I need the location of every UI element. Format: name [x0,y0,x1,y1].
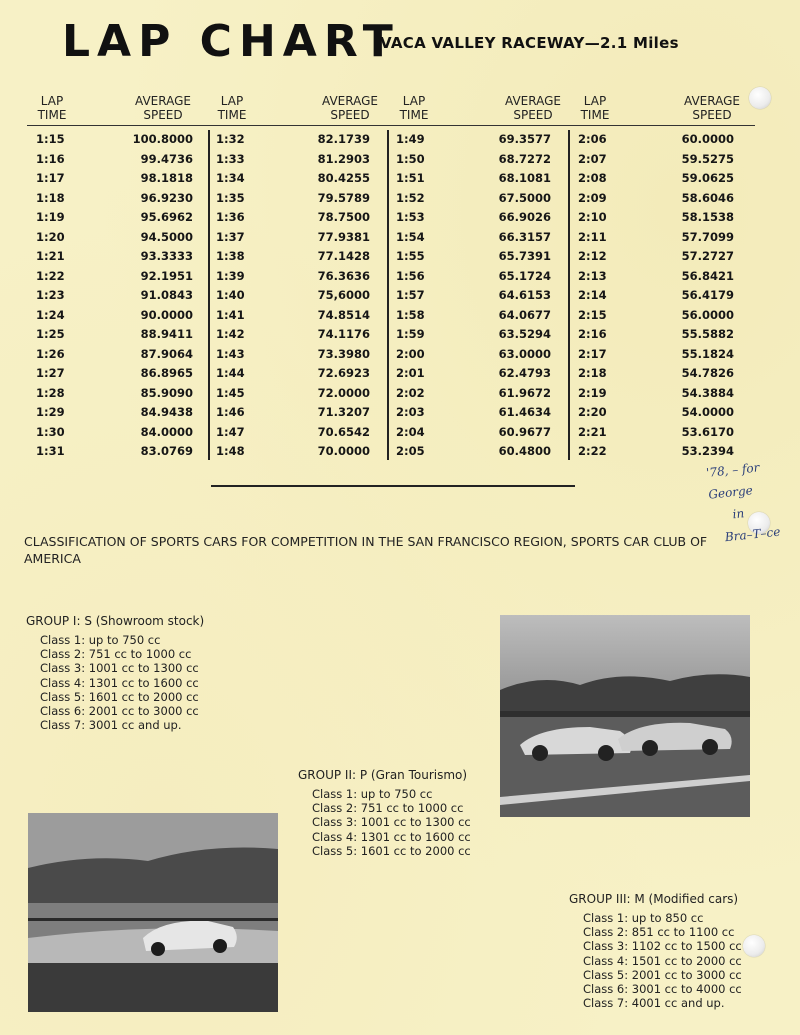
average-speed-cell: 90.0000 [140,307,193,322]
lap-time-cell: 2:07 [578,151,607,166]
class-item: Class 6: 2001 cc to 3000 cc [40,704,199,719]
lap-time-cell: 1:34 [216,171,245,185]
average-speed-cell: 68.1081 [498,171,551,185]
class-item: Class 3: 1102 cc to 1500 cc [583,939,742,954]
lap-time-cell: 2:21 [578,424,607,439]
average-speed-column [634,130,734,462]
lap-time-cell: 2:09 [578,190,607,205]
group-title: GROUP I: S (Showroom stock) [26,614,205,628]
lap-time-cell: 1:53 [396,210,425,224]
average-speed-cell: 91.0843 [140,288,193,302]
class-item: Class 4: 1501 cc to 2000 cc [583,953,742,968]
lap-time-cell: 2:00 [396,346,425,361]
class-item: Class 7: 4001 cc and up. [583,996,725,1011]
average-speed-cell: 67.5000 [498,190,551,205]
average-speed-cell: 96.9230 [140,190,193,205]
group-3-list [569,891,742,1010]
lap-time-cell: 2:15 [578,307,607,322]
class-item: Class 5: 1601 cc to 2000 cc [40,689,199,704]
group-title: GROUP III: M (Modified cars) [569,892,739,906]
handwritten-note: '78, – for George in Bra–T–ce [705,460,781,545]
classification-heading: CLASSIFICATION OF SPORTS CARS FOR COMPETITION IN THE SAN FRANCISCO REGION, SPORTS CAR CLUB OF AMERICA [24,534,708,566]
class-item: Class 2: 751 cc to 1000 cc [40,647,192,662]
lap-time-column [396,130,456,462]
lap-time-cell: 2:08 [578,171,607,185]
lap-time-cell: 1:36 [216,210,245,224]
lap-time-cell: 2:17 [578,346,607,361]
lap-time-cell: 1:45 [216,385,245,400]
class-item: Class 3: 1001 cc to 1300 cc [312,815,471,830]
average-speed-column [270,130,370,462]
lap-time-cell: 1:19 [36,210,65,224]
venue-heading: VACA VALLEY RACEWAY—2.1 Miles [380,34,679,52]
average-speed-cell: 84.0000 [140,424,193,439]
average-speed-cell: 80.4255 [317,171,370,185]
class-item: Class 2: 851 cc to 1100 cc [583,925,735,940]
average-speed-cell: 63.5294 [498,327,551,341]
lap-time-cell: 1:50 [396,151,425,166]
header-average-speed: AVERAGE SPEED [322,94,378,122]
column-divider [568,130,570,460]
average-speed-cell: 62.4793 [498,366,551,380]
class-item: Class 5: 2001 cc to 3000 cc [583,967,742,982]
lap-time-cell: 1:37 [216,229,245,244]
average-speed-cell: 56.8421 [681,268,734,283]
lap-time-cell: 1:43 [216,346,245,361]
lap-time-cell: 2:03 [396,405,425,419]
lap-time-cell: 1:15 [36,132,65,146]
average-speed-cell: 74.1176 [317,327,370,341]
header-lap-time: LAP TIME [399,94,429,122]
lap-time-cell: 1:55 [396,249,425,263]
average-speed-cell: 56.4179 [681,288,734,302]
average-speed-cell: 65.1724 [498,268,551,283]
average-speed-cell: 68.7272 [498,151,551,166]
lap-time-cell: 1:35 [216,190,245,205]
lap-time-cell: 1:20 [36,229,65,244]
average-speed-cell: 64.6153 [498,288,551,302]
lap-time-cell: 1:25 [36,327,65,341]
lap-time-cell: 1:26 [36,346,65,361]
average-speed-cell: 75,6000 [317,288,370,302]
average-speed-cell: 81.2903 [317,151,370,166]
lap-time-cell: 1:39 [216,268,245,283]
average-speed-cell: 87.9064 [140,346,193,361]
average-speed-cell: 60.9677 [498,424,551,439]
lap-time-cell: 1:18 [36,190,65,205]
lap-time-cell: 2:18 [578,366,607,380]
average-speed-cell: 58.1538 [681,210,734,224]
average-speed-cell: 70.6542 [317,424,370,439]
average-speed-cell: 72.0000 [317,385,370,400]
average-speed-cell: 61.9672 [498,385,551,400]
lap-time-cell: 2:12 [578,249,607,263]
class-item: Class 2: 751 cc to 1000 cc [312,801,464,816]
average-speed-cell: 53.2394 [681,444,734,458]
lap-time-cell: 1:21 [36,249,65,263]
average-speed-cell: 70.0000 [317,444,370,458]
average-speed-cell: 58.6046 [681,190,734,205]
class-item: Class 7: 3001 cc and up. [40,718,182,733]
class-item: Class 5: 1601 cc to 2000 cc [312,843,471,858]
lap-time-cell: 2:19 [578,385,607,400]
average-speed-column [451,130,551,462]
lap-time-cell: 2:01 [396,366,425,380]
column-divider [208,130,210,460]
lap-time-cell: 2:06 [578,132,607,146]
average-speed-cell: 93.3333 [140,249,193,263]
average-speed-cell: 73.3980 [317,346,370,361]
average-speed-cell: 66.9026 [498,210,551,224]
lap-time-cell: 1:38 [216,249,245,263]
header-lap-time: LAP TIME [37,94,67,122]
average-speed-cell: 69.3577 [498,132,551,146]
lap-time-cell: 2:20 [578,405,607,419]
lap-time-cell: 1:24 [36,307,65,322]
lap-time-cell: 2:10 [578,210,607,224]
race-photo-two-cars-icon [500,615,750,817]
lap-time-cell: 1:29 [36,405,65,419]
average-speed-cell: 82.1739 [317,132,370,146]
lap-time-cell: 2:13 [578,268,607,283]
lap-time-column [578,130,638,462]
lap-time-cell: 2:11 [578,229,607,244]
class-item: Class 4: 1301 cc to 1600 cc [312,829,471,844]
lap-time-cell: 2:02 [396,385,425,400]
header-average-speed: AVERAGE SPEED [135,94,191,122]
punch-hole-icon [743,935,765,957]
average-speed-cell: 92.1951 [140,268,193,283]
header-average-speed: AVERAGE SPEED [684,94,740,122]
average-speed-cell: 74.8514 [317,307,370,322]
punch-hole-icon [749,87,771,109]
average-speed-cell: 86.8965 [140,366,193,380]
lap-time-cell: 1:31 [36,444,65,458]
average-speed-cell: 94.5000 [140,229,193,244]
lap-time-cell: 2:16 [578,327,607,341]
average-speed-cell: 99.4736 [140,151,193,166]
class-item: Class 1: up to 850 cc [583,911,704,925]
header-lap-time: LAP TIME [217,94,247,122]
lap-time-column [216,130,276,462]
group-title: GROUP II: P (Gran Tourismo) [298,768,468,782]
average-speed-cell: 72.6923 [317,366,370,380]
class-item: Class 1: up to 750 cc [40,633,161,647]
lap-time-cell: 2:05 [396,444,425,458]
average-speed-cell: 57.7099 [681,229,734,244]
lap-time-cell: 1:49 [396,132,425,146]
lap-time-cell: 1:52 [396,190,425,205]
average-speed-cell: 95.6962 [140,210,193,224]
average-speed-cell: 98.1818 [140,171,193,185]
race-photo-single-car-icon [28,813,278,1012]
group-1-list [26,613,204,732]
average-speed-cell: 55.1824 [681,346,734,361]
class-item: Class 3: 1001 cc to 1300 cc [40,661,199,676]
lap-time-cell: 1:59 [396,327,425,341]
average-speed-cell: 79.5789 [317,190,370,205]
average-speed-cell: 61.4634 [498,405,551,419]
average-speed-cell: 54.0000 [681,405,734,419]
lap-time-cell: 2:22 [578,444,607,458]
table-bottom-rule [211,485,575,487]
average-speed-cell: 55.5882 [681,327,734,341]
header-average-speed: AVERAGE SPEED [505,94,561,122]
average-speed-cell: 66.3157 [498,229,551,244]
average-speed-cell: 76.3636 [317,268,370,283]
average-speed-cell: 54.7826 [681,366,734,380]
column-divider [387,130,389,460]
lap-time-cell: 2:04 [396,424,425,439]
lap-time-cell: 1:58 [396,307,425,322]
average-speed-cell: 84.9438 [140,405,193,419]
average-speed-cell: 77.9381 [317,229,370,244]
lap-time-cell: 1:17 [36,171,65,185]
average-speed-cell: 59.0625 [681,171,734,185]
class-item: Class 1: up to 750 cc [312,787,433,801]
average-speed-cell: 78.7500 [317,210,370,224]
class-item: Class 4: 1301 cc to 1600 cc [40,675,199,690]
average-speed-cell: 65.7391 [498,249,551,263]
lap-time-cell: 1:51 [396,171,425,185]
lap-time-cell: 2:14 [578,288,607,302]
average-speed-cell: 88.9411 [140,327,193,341]
average-speed-cell: 85.9090 [140,385,193,400]
average-speed-cell: 71.3207 [317,405,370,419]
lap-time-cell: 1:41 [216,307,245,322]
average-speed-cell: 60.0000 [681,132,734,146]
header-lap-time: LAP TIME [580,94,610,122]
average-speed-cell: 53.6170 [681,424,734,439]
average-speed-column [93,130,193,462]
average-speed-cell: 100.8000 [132,132,193,146]
lap-time-cell: 1:40 [216,288,245,302]
average-speed-cell: 56.0000 [681,307,734,322]
lap-time-cell: 1:33 [216,151,245,166]
lap-time-column [36,130,96,462]
lap-time-cell: 1:23 [36,288,65,302]
lap-time-cell: 1:42 [216,327,245,341]
page-title: LAP CHART [62,16,400,67]
average-speed-cell: 77.1428 [317,249,370,263]
lap-time-cell: 1:56 [396,268,425,283]
lap-time-cell: 1:46 [216,405,245,419]
lap-time-cell: 1:27 [36,366,65,380]
lap-time-cell: 1:44 [216,366,245,380]
average-speed-cell: 54.3884 [681,385,734,400]
average-speed-cell: 63.0000 [498,346,551,361]
average-speed-cell: 83.0769 [140,444,193,458]
class-item: Class 6: 3001 cc to 4000 cc [583,982,742,997]
average-speed-cell: 64.0677 [498,307,551,322]
table-top-rule [27,125,755,126]
lap-time-cell: 1:16 [36,151,65,166]
group-2-list [298,767,471,858]
lap-time-cell: 1:30 [36,424,65,439]
lap-time-cell: 1:57 [396,288,425,302]
lap-time-cell: 1:48 [216,444,245,458]
lap-time-cell: 1:22 [36,268,65,283]
lap-time-cell: 1:54 [396,229,425,244]
lap-time-cell: 1:32 [216,132,245,146]
lap-time-cell: 1:47 [216,424,245,439]
lap-time-cell: 1:28 [36,385,65,400]
average-speed-cell: 60.4800 [498,444,551,458]
average-speed-cell: 59.5275 [681,151,734,166]
average-speed-cell: 57.2727 [681,249,734,263]
